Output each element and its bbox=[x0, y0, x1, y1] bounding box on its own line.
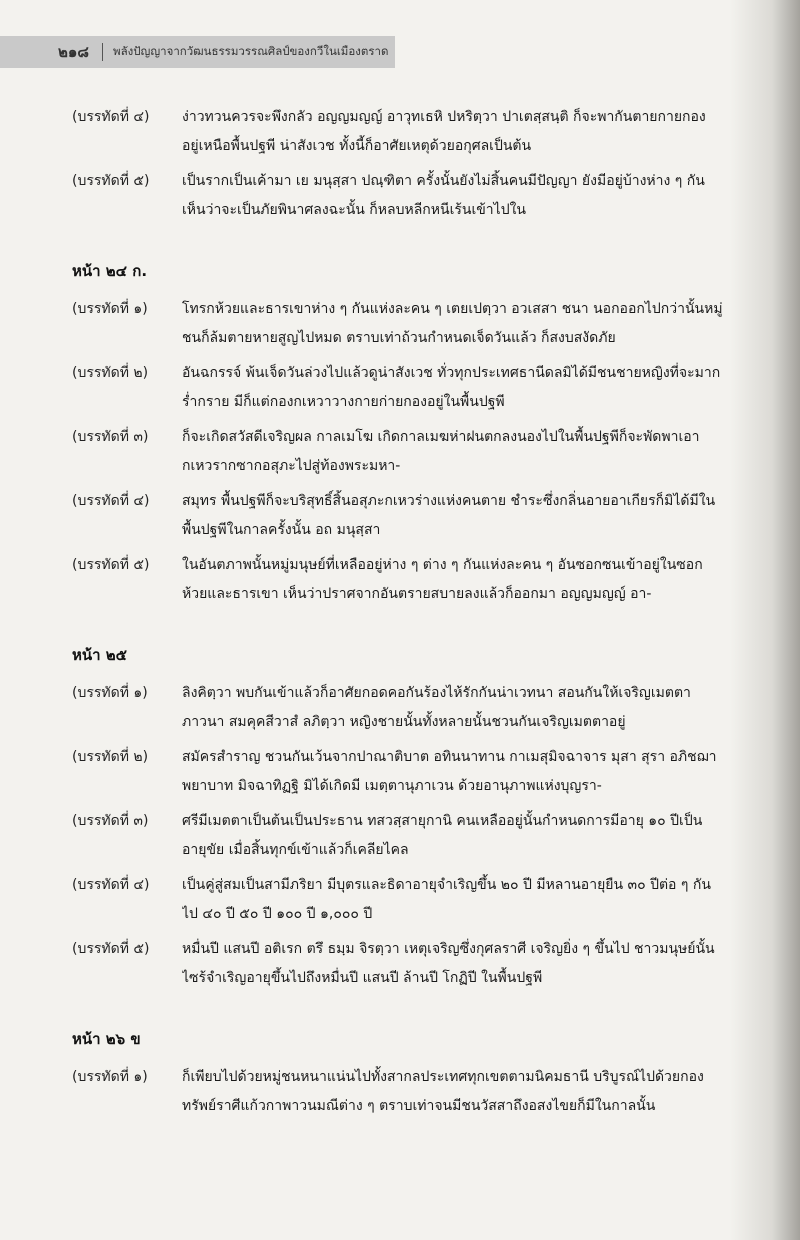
transcription-text bbox=[182, 807, 762, 865]
line-number-label: (บรรทัดที่ ๒) bbox=[72, 749, 149, 765]
line-number-label: (บรรทัดที่ ๓) bbox=[72, 813, 149, 829]
text-line: พยาบาท มิจฉาทิฏฐิ มิได้เกิดมี เมตฺตานุภาเวน ด้วยอานุภาพแห่งบุญรา- bbox=[182, 778, 602, 794]
line-entry bbox=[72, 1063, 762, 1121]
text-line: ง่าวทวนควรจะพึงกลัว อญญมญญ์ อาวุทเธหิ ปหริตฺวา ปาเตสฺสนฺติ ก็จะพากันตายกายกอง bbox=[182, 109, 706, 125]
text-line: ไซร้จำเริญอายุขึ้นไปถึงหมื่นปี แสนปี ล้านปี โกฏิปี ในพื้นปฐพี bbox=[182, 970, 543, 986]
line-number-label: (บรรทัดที่ ๕) bbox=[72, 557, 150, 573]
text-line: ชนก็ล้มตายหายสูญไปหมด ตราบเท่าถ้วนกำหนดเจ็ดวันแล้ว ก็สงบสงัดภัย bbox=[182, 330, 616, 346]
transcription-text bbox=[182, 423, 762, 481]
line-number-label: (บรรทัดที่ ๔) bbox=[72, 877, 150, 893]
transcription-text bbox=[182, 295, 762, 353]
text-line: หมื่นปี แสนปี อติเรก ตรึ ธมฺม จิรตฺวา เหตุเจริญซึ่งกุศลราศี เจริญยิ่ง ๆ ขึ้นไป ชาวมนุษย์นั้น bbox=[182, 941, 715, 957]
text-line: ก็เพียบไปด้วยหมู่ชนหนาแน่นไปทั้งสากลประเทศทุกเขตตามนิคมธานี บริบูรณ์ไปด้วยกอง bbox=[182, 1069, 704, 1085]
running-header bbox=[0, 36, 395, 68]
line-number-label: (บรรทัดที่ ๔) bbox=[72, 109, 150, 125]
line-number-label: (บรรทัดที่ ๑) bbox=[72, 301, 148, 317]
line-number-label: (บรรทัดที่ ๑) bbox=[72, 685, 148, 701]
text-line: พื้นปฐพีในกาลครั้งนั้น อถ มนุสฺสา bbox=[182, 522, 381, 538]
transcription-text bbox=[182, 743, 762, 801]
line-number-label: (บรรทัดที่ ๔) bbox=[72, 493, 150, 509]
text-line: ห้วยและธารเขา เห็นว่าปราศจากอันตรายสบายลงแล้วก็ออกมา อญญมญญ์ อา- bbox=[182, 586, 652, 602]
transcription-text bbox=[182, 359, 762, 417]
line-number-label: (บรรทัดที่ ๕) bbox=[72, 173, 150, 189]
text-line: เป็นรากเป็นเค้ามา เย มนุสฺสา ปณฺฑิตา ครั้งนั้นยังไม่สิ้นคนมีปัญญา ยังมีอยู่บ้างห่าง ๆ กัน bbox=[182, 173, 705, 189]
line-entry bbox=[72, 935, 762, 993]
line-number-label: (บรรทัดที่ ๕) bbox=[72, 941, 150, 957]
line-entry bbox=[72, 679, 762, 737]
line-entry bbox=[72, 743, 762, 801]
line-entry bbox=[72, 423, 762, 481]
text-line: ในอันตภาพนั้นหมู่มนุษย์ที่เหลืออยู่ห่าง ๆ ต่าง ๆ กันแห่งละคน ๆ อันซอกซนเข้าอยู่ในซอก bbox=[182, 557, 703, 573]
text-line: ไป ๔๐ ปี ๕๐ ปี ๑๐๐ ปี ๑,๐๐๐ ปี bbox=[182, 906, 373, 922]
text-line: เห็นว่าจะเป็นภัยพินาศลงฉะนั้น ก็หลบหลีกหนีเร้นเข้าไปใน bbox=[182, 202, 526, 218]
page-body bbox=[72, 103, 762, 1127]
transcription-text bbox=[182, 551, 762, 609]
section-heading: หน้า ๒๔ ก. bbox=[72, 262, 148, 280]
line-entry bbox=[72, 359, 762, 417]
line-number-label: (บรรทัดที่ ๑) bbox=[72, 1069, 148, 1085]
line-entry bbox=[72, 807, 762, 865]
transcription-text bbox=[182, 103, 762, 161]
page-number: ๒๑๘ bbox=[58, 43, 89, 61]
text-line: โทรกห้วยและธารเขาห่าง ๆ กันแห่งละคน ๆ เตยเปตฺวา อวเสสา ชนา นอกออกไปกว่านั้นหมู่ bbox=[182, 301, 723, 317]
text-line: อายุขัย เมื่อสิ้นทุกข์เข้าแล้วก็เคลียไคล bbox=[182, 842, 409, 858]
text-line: อยู่เหนือพื้นปฐพี น่าสังเวช ทั้งนี้ก็อาศัยเหตุด้วยอกุศลเป็นต้น bbox=[182, 138, 532, 154]
line-entry bbox=[72, 167, 762, 225]
header-divider bbox=[102, 43, 103, 61]
text-line: สมุทร พื้นปฐพีก็จะบริสุทธิ์สิ้นอสุภะกเหวร่างแห่งคนตาย ชำระซึ่งกลิ่นอายอาเกียรก็มิได้มีใน bbox=[182, 493, 716, 509]
transcription-text bbox=[182, 487, 762, 545]
text-line: ทรัพย์ราศีแก้วกาพาวนมณีต่าง ๆ ตราบเท่าจนมีชนวัสสาถึงอสงไขยก็มีในกาลนั้น bbox=[182, 1098, 656, 1114]
line-entry bbox=[72, 103, 762, 161]
text-line: ลิงคิตฺวา พบกันเข้าแล้วก็อาศัยกอดคอกันร้องไห้รักกันน่าเวทนา สอนกันให้เจริญเมตตา bbox=[182, 685, 691, 701]
text-line: เป็นคู่สู่สมเป็นสามีภริยา มีบุตรและธิดาอายุจำเริญขึ้น ๒๐ ปี มีหลานอายุยืน ๓๐ ปีต่อ ๆ กัน bbox=[182, 877, 711, 893]
line-entry bbox=[72, 487, 762, 545]
line-entry bbox=[72, 871, 762, 929]
text-line: ก็จะเกิดสวัสดีเจริญผล กาลเมโฆ เกิดกาลเมฆห่าฝนตกลงนองไปในพื้นปฐพีก็จะพัดพาเอา bbox=[182, 429, 700, 445]
transcription-text bbox=[182, 679, 762, 737]
line-entry bbox=[72, 295, 762, 353]
text-line: กเหวรากซากอสุภะไปสู่ท้องพระมหา- bbox=[182, 458, 401, 474]
section-heading: หน้า ๒๖ ข bbox=[72, 1030, 141, 1048]
text-line: ร่ำกราย มีก็แต่กองกเหวาวางกายก่ายกองอยู่ในพื้นปฐพี bbox=[182, 394, 505, 410]
transcription-text bbox=[182, 1063, 762, 1121]
text-line: ศรีมีเมตตาเป็นต้นเป็นประธาน ทสวสฺสายุกานิ คนเหลืออยู่นั้นกำหนดการมีอายุ ๑๐ ปีเป็น bbox=[182, 813, 703, 829]
text-line: ภาวนา สมคุคสีวาสํ ลภิตฺวา หญิงชายนั้นทั้งหลายนั้นชวนกันเจริญเมตตาอยู่ bbox=[182, 714, 626, 730]
transcription-text bbox=[182, 871, 762, 929]
line-number-label: (บรรทัดที่ ๓) bbox=[72, 429, 149, 445]
text-line: อันฉกรรจ์ พ้นเจ็ดวันล่วงไปแล้วดูน่าสังเวช ทั่วทุกประเทศธานีดลมิได้มีชนชายหญิงที่จะมาก bbox=[182, 365, 721, 381]
text-line: สมัครสำราญ ชวนกันเว้นจากปาณาติบาต อทินนาทาน กาเมสุมิจฉาจาร มุสา สุรา อภิชฌา bbox=[182, 749, 717, 765]
section-heading: หน้า ๒๕ bbox=[72, 646, 128, 664]
book-title: พลังปัญญาจากวัฒนธรรมวรรณศิลป์ของกวีในเมืองตราด bbox=[113, 44, 389, 58]
line-entry bbox=[72, 551, 762, 609]
line-number-label: (บรรทัดที่ ๒) bbox=[72, 365, 149, 381]
transcription-text bbox=[182, 167, 762, 225]
transcription-text bbox=[182, 935, 762, 993]
